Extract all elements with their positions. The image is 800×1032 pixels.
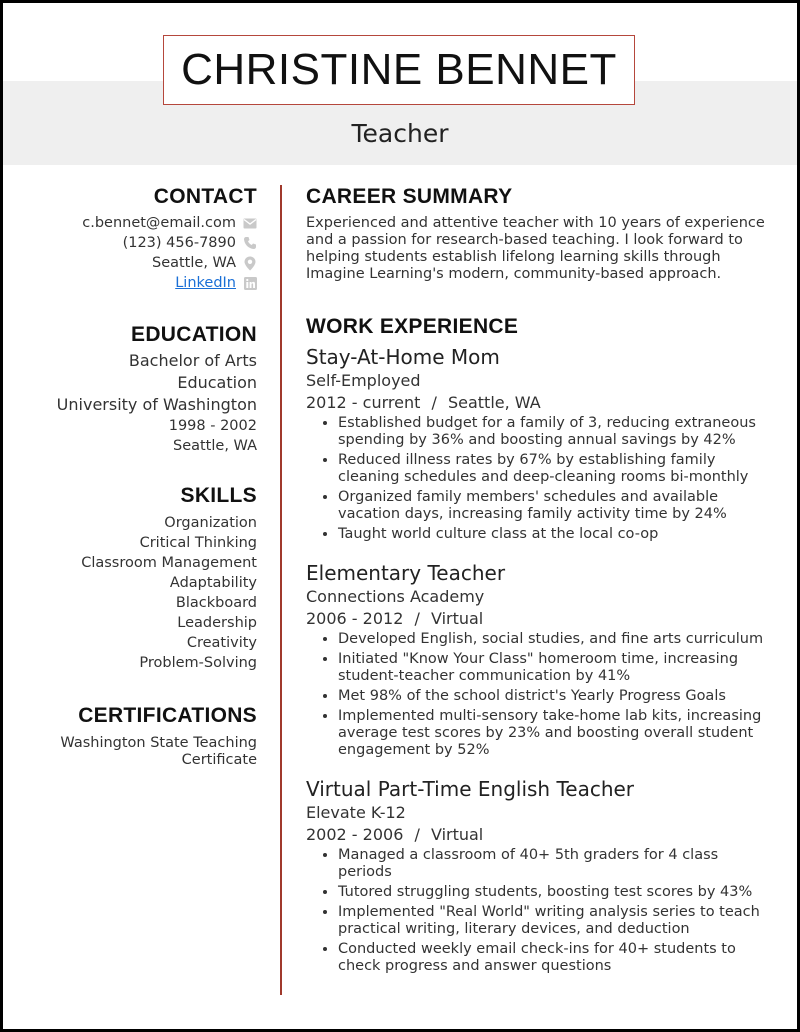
contact-heading: CONTACT	[153, 185, 257, 208]
job-location: Seattle, WA	[447, 393, 541, 412]
education-location: Seattle, WA	[172, 438, 257, 454]
education-block	[23, 350, 257, 456]
contact-linkedin-row	[23, 273, 257, 293]
job-bullet: • Met 98% of the school district's Yearly Progress Goals	[338, 688, 776, 705]
linkedin-link[interactable]: LinkedIn	[175, 275, 236, 291]
job-entry	[306, 345, 776, 543]
skill-item: Problem-Solving	[139, 655, 257, 671]
certifications-list	[23, 735, 257, 769]
education-degree: Bachelor of Arts	[128, 351, 257, 370]
job-bullet: • Developed English, social studies, and fine arts curriculum	[338, 631, 776, 648]
job-dates: 2012 - current	[306, 393, 421, 412]
job-bullets	[306, 847, 776, 975]
date-location-separator: /	[431, 393, 437, 412]
job-company: Connections Academy	[306, 587, 485, 606]
skill-item: Critical Thinking	[139, 535, 257, 551]
job-dates: 2002 - 2006	[306, 825, 404, 844]
date-location-separator: /	[414, 609, 420, 628]
contact-email: c.bennet@email.com	[82, 215, 236, 231]
skill-item: Blackboard	[175, 595, 257, 611]
contact-location: Seattle, WA	[151, 255, 236, 271]
column-divider	[280, 185, 282, 995]
job-location: Virtual	[430, 825, 484, 844]
experience-heading: WORK EXPERIENCE	[306, 315, 519, 338]
date-location-separator: /	[414, 825, 420, 844]
job-bullets	[306, 415, 776, 543]
job-location: Virtual	[430, 609, 484, 628]
contact-list	[23, 213, 257, 293]
job-bullet: • Implemented multi-sensory take-home lab kits, increasing average test scores by 23% and boosting overall student engagement by 52%	[338, 708, 776, 759]
phone-icon	[243, 236, 257, 250]
contact-location-row	[23, 253, 257, 273]
job-bullet: • Tutored struggling students, boosting test scores by 43%	[338, 884, 776, 901]
job-title: Stay-At-Home Mom	[306, 345, 500, 369]
job-bullet: • Organized family members' schedules and available vacation days, increasing family activity time by 24%	[338, 489, 776, 523]
summary-text: Experienced and attentive teacher with 10 years of experience and a passion for research-based teaching. I look forward to helping students establish lifelong learning skills through Imagine Learning's modern, community-based approach.	[306, 215, 765, 282]
skill-item: Creativity	[186, 635, 257, 651]
candidate-title: Teacher	[351, 119, 449, 148]
education-heading: EDUCATION	[131, 323, 257, 346]
job-entry	[306, 561, 776, 759]
candidate-name: CHRISTINE BENNET	[181, 45, 617, 94]
job-bullet: • Established budget for a family of 3, reducing extraneous spending by 36% and boosting annual savings by 42%	[338, 415, 776, 449]
job-bullet: • Reduced illness rates by 67% by establishing family cleaning schedules and deep-cleaning rooms bi-monthly	[338, 452, 776, 486]
skill-item: Leadership	[177, 615, 257, 631]
job-bullet: • Taught world culture class at the local co-op	[338, 526, 776, 543]
map-pin-icon	[243, 256, 257, 270]
skills-list	[23, 513, 257, 673]
job-company: Elevate K-12	[306, 803, 406, 822]
envelope-icon	[243, 216, 257, 230]
contact-phone-row	[23, 233, 257, 253]
job-dates: 2006 - 2012	[306, 609, 404, 628]
job-bullet: • Managed a classroom of 40+ 5th graders for 4 class periods	[338, 847, 776, 881]
summary-heading: CAREER SUMMARY	[306, 185, 513, 208]
education-years: 1998 - 2002	[168, 418, 257, 434]
education-field: Education	[177, 373, 257, 392]
job-dates-line	[306, 609, 776, 629]
contact-email-row	[23, 213, 257, 233]
job-bullet: • Conducted weekly email check-ins for 40+ students to check progress and answer questions	[338, 941, 776, 975]
job-company: Self-Employed	[306, 371, 421, 390]
job-title: Elementary Teacher	[306, 561, 506, 585]
job-bullets	[306, 631, 776, 759]
skill-item: Classroom Management	[81, 555, 257, 571]
job-entry	[306, 777, 776, 975]
job-bullet: • Implemented "Real World" writing analysis series to teach practical writing, literary devices, and deduction	[338, 904, 776, 938]
certifications-heading: CERTIFICATIONS	[78, 704, 257, 727]
contact-phone: (123) 456-7890	[122, 235, 236, 251]
skills-heading: SKILLS	[180, 484, 257, 507]
job-title: Virtual Part-Time English Teacher	[306, 777, 635, 801]
job-dates-line	[306, 393, 776, 413]
job-dates-line	[306, 825, 776, 845]
job-bullet: • Initiated "Know Your Class" homeroom time, increasing student-teacher communication by 41%	[338, 651, 776, 685]
right-column	[306, 183, 776, 978]
left-column	[23, 183, 257, 769]
education-school: University of Washington	[56, 395, 257, 414]
certification-item: Washington State Teaching Certificate	[60, 735, 257, 768]
skill-item: Adaptability	[169, 575, 257, 591]
linkedin-icon[interactable]	[243, 276, 257, 290]
skill-item: Organization	[164, 515, 257, 531]
name-box	[163, 35, 635, 105]
